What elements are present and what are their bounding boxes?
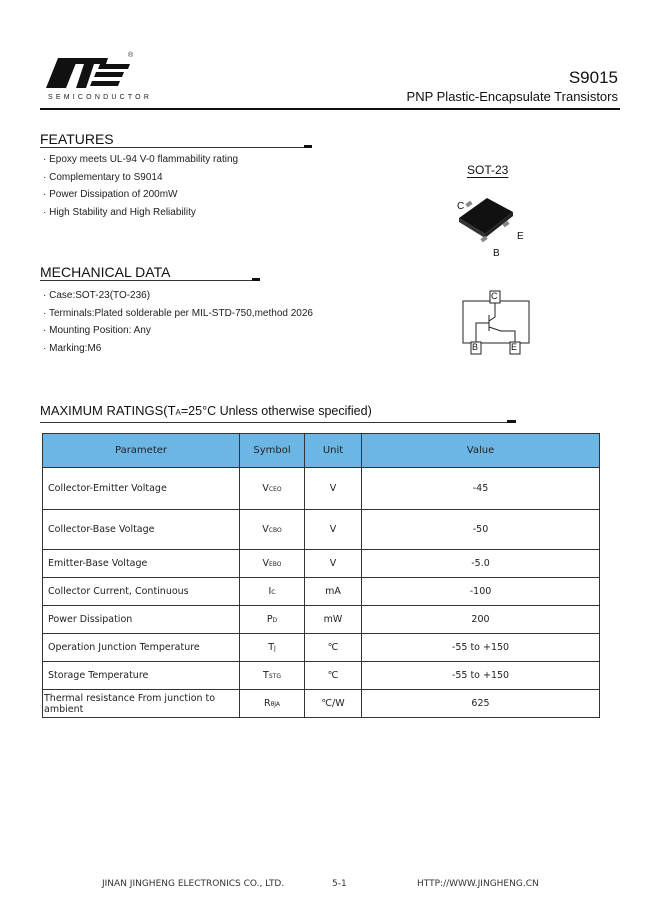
mechanical-rule [40, 280, 260, 281]
column-header: Unit [305, 434, 362, 468]
parameter-cell: Collector-Base Voltage [43, 510, 240, 550]
unit-cell: ℃ [305, 634, 362, 662]
value-cell: -45 [362, 468, 600, 510]
value-cell: -55 to +150 [362, 662, 600, 690]
header-divider [40, 108, 620, 110]
parameter-cell: Operation Junction Temperature [43, 634, 240, 662]
value-cell: 200 [362, 606, 600, 634]
footer-company: JINAN JINGHENG ELECTRONICS CO., LTD. [102, 879, 285, 889]
parameter-cell: Thermal resistance From junction to ambient [43, 690, 240, 718]
table-row [43, 634, 600, 662]
features-title: FEATURES [40, 131, 114, 147]
table-row [43, 550, 600, 578]
symbol-cell: TSTG [240, 662, 305, 690]
unit-cell: V [305, 550, 362, 578]
parameter-cell: Emitter-Base Voltage [43, 550, 240, 578]
ratings-rule-mark [507, 420, 516, 423]
symbol-cell: VCEO [240, 468, 305, 510]
mechanical-rule-mark [252, 278, 260, 281]
ratings-title: MAXIMUM RATINGS(TA=25°C Unless otherwise specified) [40, 403, 372, 418]
column-header: Symbol [240, 434, 305, 468]
pin-label-c: C [457, 201, 465, 212]
list-item: · High Stability and High Reliability [43, 204, 238, 222]
value-cell: -55 to +150 [362, 634, 600, 662]
symbol-cell: RθJA [240, 690, 305, 718]
schematic-b-label: B [472, 342, 479, 352]
ratings-table [42, 433, 600, 718]
package-label: SOT-23 [467, 163, 509, 177]
column-header: Parameter [43, 434, 240, 468]
unit-cell: mW [305, 606, 362, 634]
value-cell: 625 [362, 690, 600, 718]
ratings-rule [40, 422, 516, 423]
company-logo-icon [44, 54, 134, 92]
list-item: · Mounting Position: Any [43, 322, 313, 340]
table-header-row [43, 434, 600, 468]
unit-cell: ℃/W [305, 690, 362, 718]
unit-cell: V [305, 510, 362, 550]
part-number: S9015 [568, 68, 618, 87]
pin-label-b: B [493, 248, 500, 259]
list-item: · Power Dissipation of 200mW [43, 186, 238, 204]
pin-label-e: E [517, 231, 524, 242]
symbol-cell: TJ [240, 634, 305, 662]
table-row [43, 468, 600, 510]
symbol-cell: VCBO [240, 510, 305, 550]
unit-cell: ℃ [305, 662, 362, 690]
value-cell: -100 [362, 578, 600, 606]
schematic-c-label: C [491, 291, 498, 301]
symbol-cell: PD [240, 606, 305, 634]
table-row [43, 510, 600, 550]
symbol-cell: VEBO [240, 550, 305, 578]
list-item: · Terminals:Plated solderable per MIL-STD-750,method 2026 [43, 305, 313, 323]
features-list [43, 151, 238, 221]
footer-website: HTTP://WWW.JINGHENG.CN [417, 879, 539, 889]
table-row [43, 690, 600, 718]
column-header: Value [362, 434, 600, 468]
table-row [43, 578, 600, 606]
parameter-cell: Storage Temperature [43, 662, 240, 690]
parameter-cell: Power Dissipation [43, 606, 240, 634]
list-item: · Marking:M6 [43, 340, 313, 358]
table-row [43, 606, 600, 634]
table-row [43, 662, 600, 690]
value-cell: -50 [362, 510, 600, 550]
registered-mark: ® [128, 52, 134, 59]
symbol-cell: IC [240, 578, 305, 606]
list-item: · Epoxy meets UL-94 V-0 flammability rating [43, 151, 238, 169]
parameter-cell: Collector-Emitter Voltage [43, 468, 240, 510]
features-rule [40, 147, 312, 148]
features-rule-mark [304, 145, 312, 148]
unit-cell: V [305, 468, 362, 510]
logo-text: SEMICONDUCTOR [48, 94, 153, 101]
unit-cell: mA [305, 578, 362, 606]
document-subtitle: PNP Plastic-Encapsulate Transistors [406, 89, 618, 104]
footer-page-number: 5-1 [332, 879, 347, 889]
schematic-e-label: E [511, 342, 518, 352]
list-item: · Complementary to S9014 [43, 169, 238, 187]
mechanical-list [43, 287, 313, 357]
list-item: · Case:SOT-23(TO-236) [43, 287, 313, 305]
value-cell: -5.0 [362, 550, 600, 578]
mechanical-title: MECHANICAL DATA [40, 264, 171, 280]
parameter-cell: Collector Current, Continuous [43, 578, 240, 606]
